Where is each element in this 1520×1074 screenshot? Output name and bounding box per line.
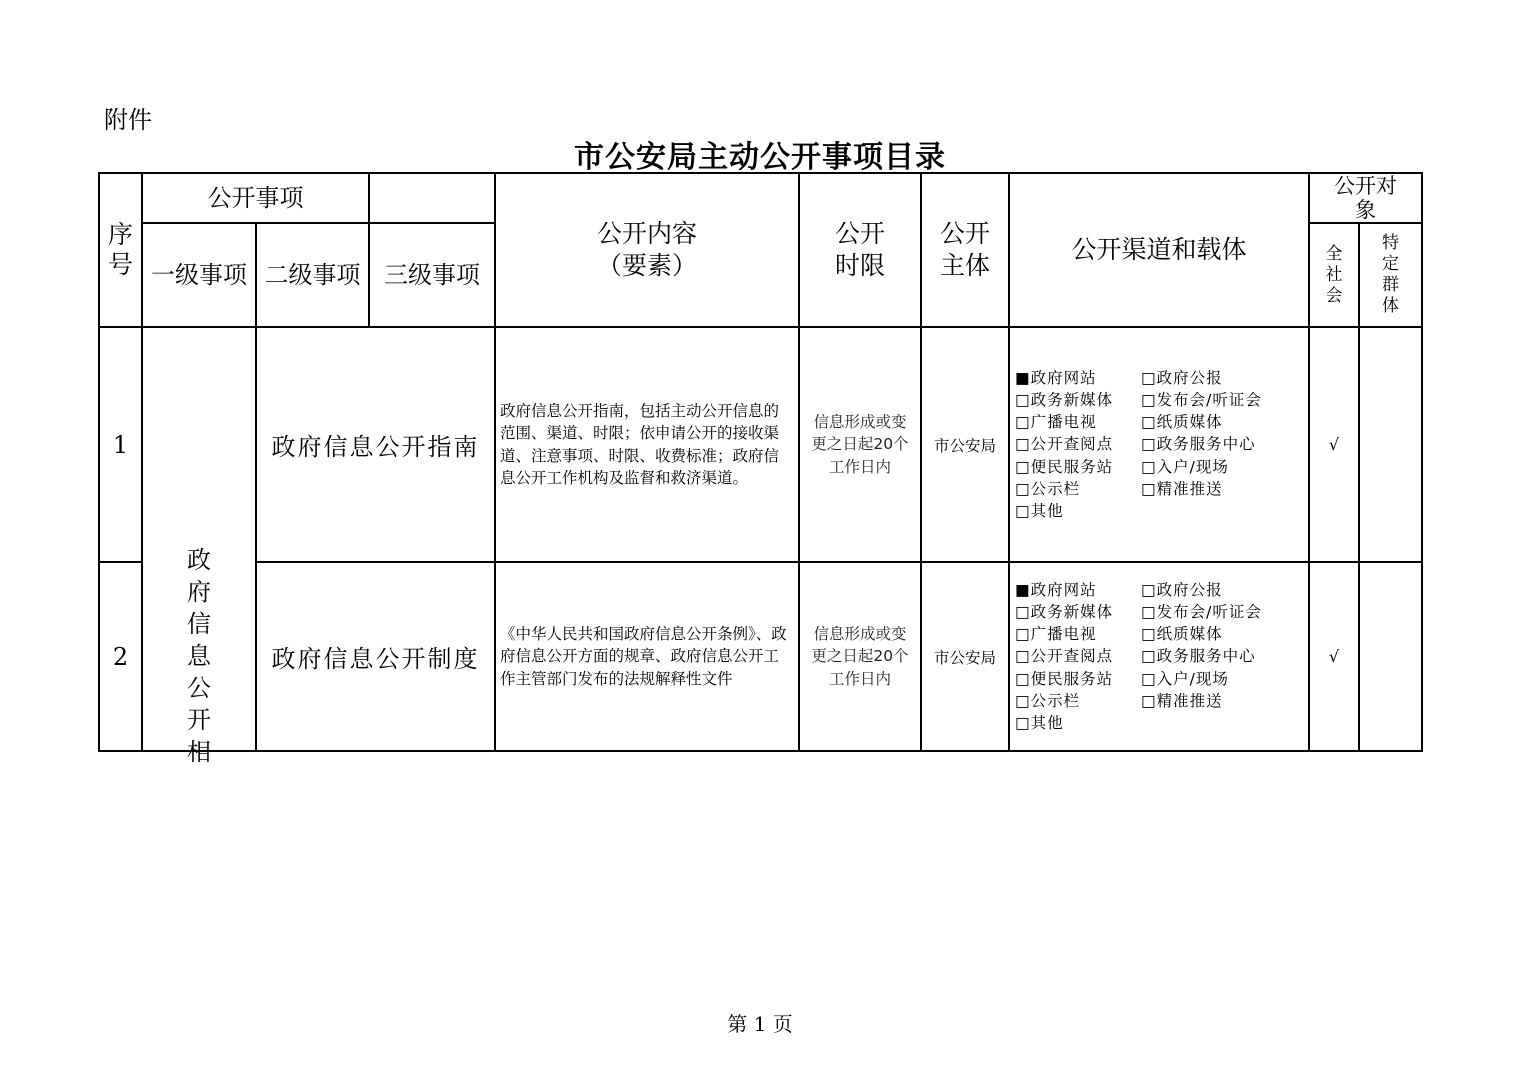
row-channels	[1009, 327, 1309, 562]
channel-option: □政府公报	[1141, 580, 1223, 599]
channel-option: □发布会/听证会	[1141, 390, 1262, 409]
row-seq: 2	[99, 562, 142, 751]
level1-item-text	[143, 544, 255, 768]
header-level1: 一级事项	[142, 223, 256, 327]
row-channels	[1009, 562, 1309, 751]
row-seq: 1	[99, 327, 142, 562]
row-audience-specific-check	[1359, 327, 1422, 562]
channel-option: □政务新媒体	[1015, 602, 1114, 621]
page-title: 市公安局主动公开事项目录	[574, 140, 946, 175]
row-time-limit: 信息形成或变更之日起20个工作日内	[799, 327, 921, 562]
row-level2-item: 政府信息公开制度	[256, 562, 495, 751]
level1-item-char: 开	[187, 706, 211, 734]
row-subject: 市公安局	[921, 327, 1009, 562]
channel-option: □政府公报	[1141, 368, 1223, 387]
channel-option: □广播电视	[1015, 413, 1097, 432]
table-row	[99, 562, 1422, 751]
channel-option: □入户/现场	[1141, 669, 1229, 688]
row-level2-item: 政府信息公开指南	[256, 327, 495, 562]
attachment-label: 附件	[104, 106, 152, 134]
channel-option: □便民服务站	[1015, 669, 1114, 688]
header-subject: 公开 主体	[921, 173, 1009, 327]
channel-option: □精准推送	[1141, 691, 1223, 710]
channel-option: □其他	[1015, 502, 1064, 521]
header-channels: 公开渠道和载体	[1009, 173, 1309, 327]
header-level2: 二级事项	[256, 223, 369, 327]
table-row	[99, 327, 1422, 562]
header-content: 公开内容 （要素）	[495, 173, 799, 327]
row-time-limit: 信息形成或变更之日起20个工作日内	[799, 562, 921, 751]
header-items-group: 公开事项	[142, 173, 369, 223]
level1-item-cell	[142, 327, 256, 766]
header-level3: 三级事项	[369, 223, 495, 327]
header-audience-specific: 特定群体	[1359, 223, 1422, 327]
channel-option: ■政府网站	[1015, 368, 1097, 387]
row-content: 政府信息公开指南，包括主动公开信息的范围、渠道、时限；依申请公开的接收渠道、注意事项、时限、收费标准；政府信息公开工作机构及监督和救济渠道。	[495, 327, 799, 562]
header-audience-all: 全社会	[1309, 223, 1359, 327]
channel-option: □精准推送	[1141, 479, 1223, 498]
page-footer: 第 1 页	[727, 1012, 793, 1036]
level1-item-char: 府	[187, 578, 211, 606]
channel-option: □政务新媒体	[1015, 390, 1114, 409]
channel-option: ■政府网站	[1015, 580, 1097, 599]
row-subject: 市公安局	[921, 562, 1009, 751]
row-audience-all-check: √	[1309, 327, 1359, 562]
channel-list	[1015, 367, 1304, 523]
catalog-table	[98, 172, 1423, 766]
channel-option: □便民服务站	[1015, 457, 1114, 476]
row-content: 《中华人民共和国政府信息公开条例》、政府信息公开方面的规章、政府信息公开工作主管部门发布的法规解释性文件	[495, 562, 799, 751]
channel-list	[1015, 579, 1304, 735]
header-time-limit: 公开 时限	[799, 173, 921, 327]
header-empty-cell	[369, 173, 495, 223]
channel-option: □公开查阅点	[1015, 435, 1114, 454]
channel-option	[1141, 500, 1311, 522]
level1-item-char: 相	[187, 738, 211, 766]
row-audience-specific-check	[1359, 562, 1422, 751]
channel-option: □其他	[1015, 714, 1064, 733]
channel-option	[1141, 712, 1311, 734]
channel-option: □政务服务中心	[1141, 435, 1256, 454]
catalog-table-wrapper	[98, 172, 1421, 766]
level1-item-char: 公	[187, 674, 211, 702]
channel-option: □发布会/听证会	[1141, 602, 1262, 621]
row-audience-all-check: √	[1309, 562, 1359, 751]
channel-option: □纸质媒体	[1141, 625, 1223, 644]
level1-item-char: 息	[187, 642, 211, 670]
channel-option: □入户/现场	[1141, 457, 1229, 476]
channel-option: □公开查阅点	[1015, 647, 1114, 666]
header-seq: 序号	[99, 173, 142, 327]
channel-option: □广播电视	[1015, 625, 1097, 644]
channel-option: □公示栏	[1015, 479, 1081, 498]
header-audience-group: 公开对象	[1309, 173, 1422, 223]
level1-item-char: 政	[187, 546, 211, 574]
channel-option: □政务服务中心	[1141, 647, 1256, 666]
channel-option: □纸质媒体	[1141, 413, 1223, 432]
channel-option: □公示栏	[1015, 691, 1081, 710]
level1-item-char: 信	[187, 610, 211, 638]
